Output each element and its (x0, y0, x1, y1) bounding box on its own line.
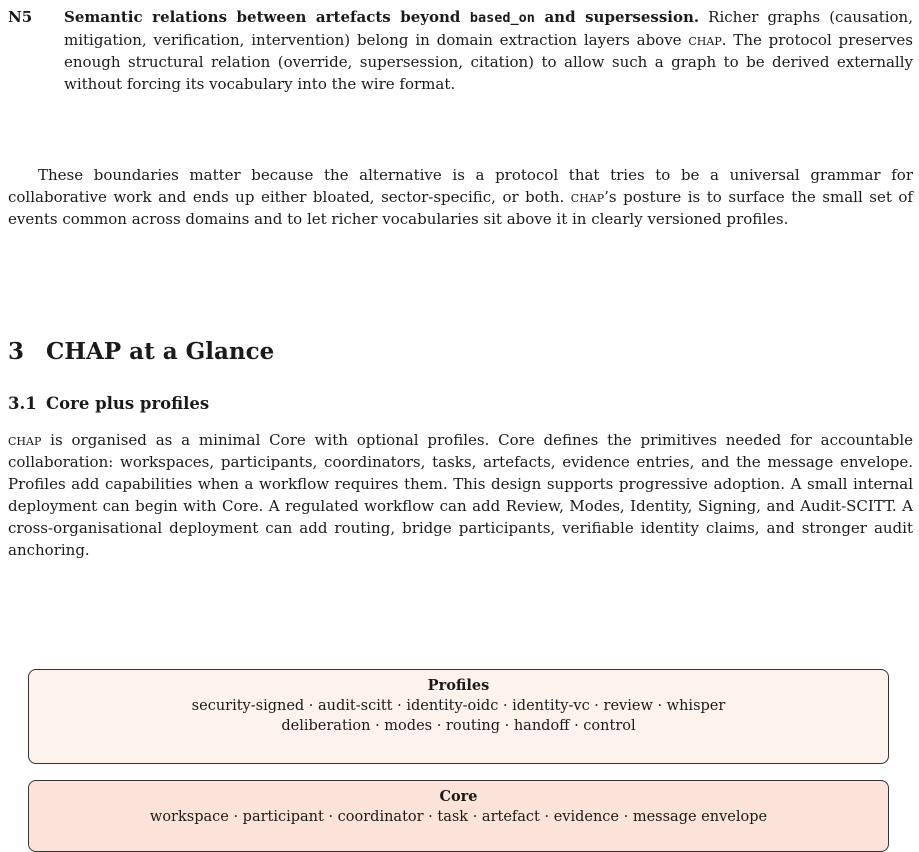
core-line-1: workspace · participant · coordinator · task · artefact · evidence · message envelope (149, 809, 768, 825)
section-number: 3 (8, 338, 25, 365)
chap-name: chap (570, 188, 605, 206)
subsection-heading (8, 392, 209, 416)
non-goal-text-a: Richer graphs (causation, mitigation, verification, intervention) belong in domain extraction layers above (64, 8, 913, 49)
non-goal-label: N5 (8, 8, 33, 26)
non-goal-body (64, 6, 913, 95)
boundaries-text-b: ’s posture is to surface the small set of events common across domains and to let richer vocabularies sit above it in clearly versioned profiles. (8, 188, 913, 228)
section-title: CHAP at a Glance (46, 338, 275, 365)
core-title: Core (439, 788, 478, 805)
chap-name: chap (688, 31, 722, 49)
profiles-line-2: deliberation · modes · routing · handoff · control (281, 718, 636, 734)
non-goal-title-part2: and supersession. (534, 8, 700, 26)
profiles-box (28, 669, 889, 764)
profiles-title: Profiles (427, 677, 490, 694)
subsection-title: Core plus profiles (46, 394, 210, 413)
core-profiles-text: is organised as a minimal Core with optional profiles. Core defines the primitives needed for accountable collaboration: workspaces, participants, coordinators, tasks, artefacts, evidence entries, and the message envelope. Profiles add capabilities when a workflow requires them. This design supports progressive adoption. A small internal deployment can begin with Core. A regulated workflow can add Review, Modes, Identity, Signing, and Audit-SCITT. A cross-organisational deployment can add routing, bridge participants, verifiable identity claims, and stronger audit anchoring. (8, 431, 913, 559)
chap-name: chap (8, 431, 42, 449)
section-heading (8, 337, 274, 367)
core-profiles-paragraph (8, 429, 913, 561)
boundaries-paragraph (8, 164, 913, 230)
non-goal-n5 (8, 6, 913, 95)
profiles-line-1: security-signed · audit-scitt · identity-oidc · identity-vc · review · whisper (191, 698, 726, 714)
boundaries-text-a: These boundaries matter because the alternative is a protocol that tries to be a universal grammar for collaborative work and ends up either bloated, sector-specific, or both. (8, 166, 913, 206)
non-goal-title-code: based_on (469, 10, 535, 26)
non-goal-title (64, 8, 699, 26)
core-box (28, 780, 889, 852)
non-goal-title-part1: Semantic relations between artefacts beyond (64, 8, 470, 26)
subsection-number: 3.1 (8, 394, 37, 413)
non-goal-text-b: . The protocol preserves enough structural relation (override, supersession, citation) to allow such a graph to be derived externally without forcing its vocabulary into the wire format. (64, 31, 913, 93)
